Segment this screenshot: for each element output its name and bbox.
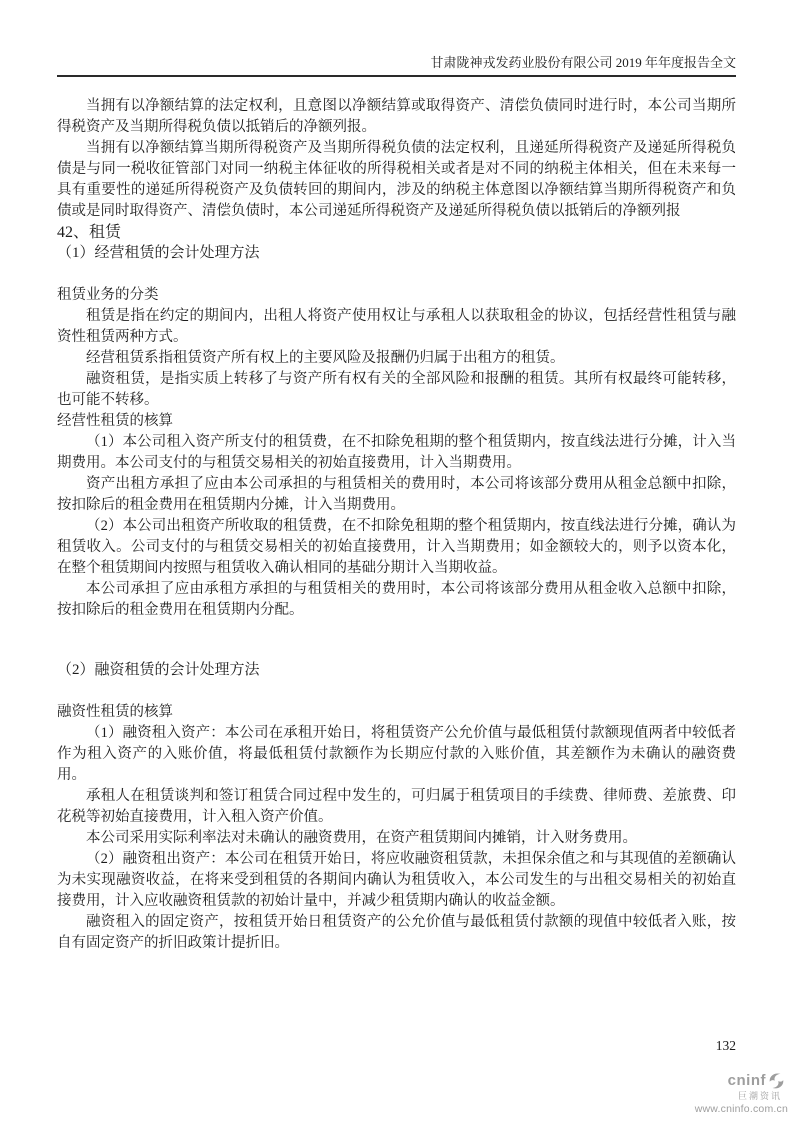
subsection-heading: （1）经营租赁的会计处理方法 xyxy=(57,245,260,261)
paragraph: （1）融资租入资产：本公司在承租开始日，将租赁资产公允价值与最低租赁付款额现值两者中较低者作为租入资产的入账价值，将最低租赁付款额作为长期应付款的入账价值，其差额作为未确认的融资费用。 xyxy=(57,725,736,783)
paragraph: 当拥有以净额结算当期所得税资产及当期所得税负债的法定权利，且递延所得税资产及递延所得税负债是与同一税收征管部门对同一纳税主体征收的所得税相关或者是对不同的纳税主体相关，但在未来每一具有重要性的递延所得税资产及负债转回的期间内，涉及的纳税主体意图以净额结算当期所得税资产和负债或是同时取得资产、清偿负债时，本公司递延所得税资产及递延所得税负债以抵销后的净额列报 xyxy=(57,140,736,219)
paragraph: 融资租赁，是指实质上转移了与资产所有权有关的全部风险和报酬的租赁。其所有权最终可能转移，也可能不转移。 xyxy=(57,371,736,408)
paragraph: 租赁是指在约定的期间内，出租人将资产使用权让与承租人以获取租金的协议，包括经营性租赁与融资性租赁两种方式。 xyxy=(57,308,736,345)
paragraph: 经营租赁系指租赁资产所有权上的主要风险及报酬仍归属于出租方的租赁。 xyxy=(86,350,565,366)
cninfo-logo-text: cninf xyxy=(727,1071,766,1089)
cninfo-logo-row xyxy=(695,1071,786,1090)
cninfo-swirl-icon xyxy=(767,1071,786,1090)
paragraph: （2）融资租出资产：本公司在租赁开始日，将应收融资租赁款，未担保余值之和与其现值的差额确认为未实现融资收益，在将来受到租赁的各期间内确认为租赁收入，本公司发生的与出租交易相关的初始直接费用，计入应收融资租赁款的初始计量中，并减少租赁期内确认的收益金额。 xyxy=(57,851,736,909)
label-line: 融资性租赁的核算 xyxy=(57,704,173,720)
page-number: 132 xyxy=(715,1038,736,1053)
paragraph: 当拥有以净额结算的法定权利，且意图以净额结算或取得资产、清偿负债同时进行时，本公司当期所得税资产及当期所得税负债以抵销后的净额列报。 xyxy=(57,98,736,135)
paragraph: （2）本公司出租资产所收取的租赁费，在不扣除免租期的整个租赁期内，按直线法进行分摊，确认为租赁收入。公司支付的与租赁交易相关的初始直接费用，计入当期费用；如金额较大的，则予以资本化，在整个租赁期间内按照与租赁收入确认相同的基础分期计入当期收益。 xyxy=(57,518,736,576)
document-body xyxy=(57,77,736,954)
paragraph: 本公司采用实际利率法对未确认的融资费用，在资产租赁期间内摊销，计入财务费用。 xyxy=(86,830,637,846)
cninfo-brand-name: 巨潮资讯 xyxy=(737,1090,782,1101)
section-heading: 42、租赁 xyxy=(57,224,122,241)
label-line: 经营性租赁的核算 xyxy=(57,413,173,429)
label-line: 租赁业务的分类 xyxy=(57,287,159,303)
cninfo-url: www.cninfo.com.cn xyxy=(694,1102,788,1115)
paragraph: （1）本公司租入资产所支付的租赁费，在不扣除免租期的整个租赁期内，按直线法进行分摊，计入当期费用。本公司支付的与租赁交易相关的初始直接费用，计入当期费用。 xyxy=(57,434,736,471)
paragraph: 资产出租方承担了应由本公司承担的与租赁相关的费用时，本公司将该部分费用从租金总额中扣除，按扣除后的租金费用在租赁期内分摊，计入当期费用。 xyxy=(57,476,736,513)
paragraph: 承租人在租赁谈判和签订租赁合同过程中发生的，可归属于租赁项目的手续费、律师费、差旅费、印花税等初始直接费用，计入租入资产价值。 xyxy=(57,788,736,825)
paragraph: 本公司承担了应由承租方承担的与租赁相关的费用时，本公司将该部分费用从租金收入总额中扣除，按扣除后的租金费用在租赁期内分配。 xyxy=(57,581,736,618)
cninfo-watermark xyxy=(695,1071,788,1115)
page-header-title: 甘肃陇神戎发药业股份有限公司 2019 年年度报告全文 xyxy=(57,0,736,77)
subsection-heading: （2）融资租赁的会计处理方法 xyxy=(57,662,260,678)
paragraph: 融资租入的固定资产，按租赁开始日租赁资产的公允价值与最低租赁付款额的现值中较低者入账，按自有固定资产的折旧政策计提折旧。 xyxy=(57,914,736,951)
